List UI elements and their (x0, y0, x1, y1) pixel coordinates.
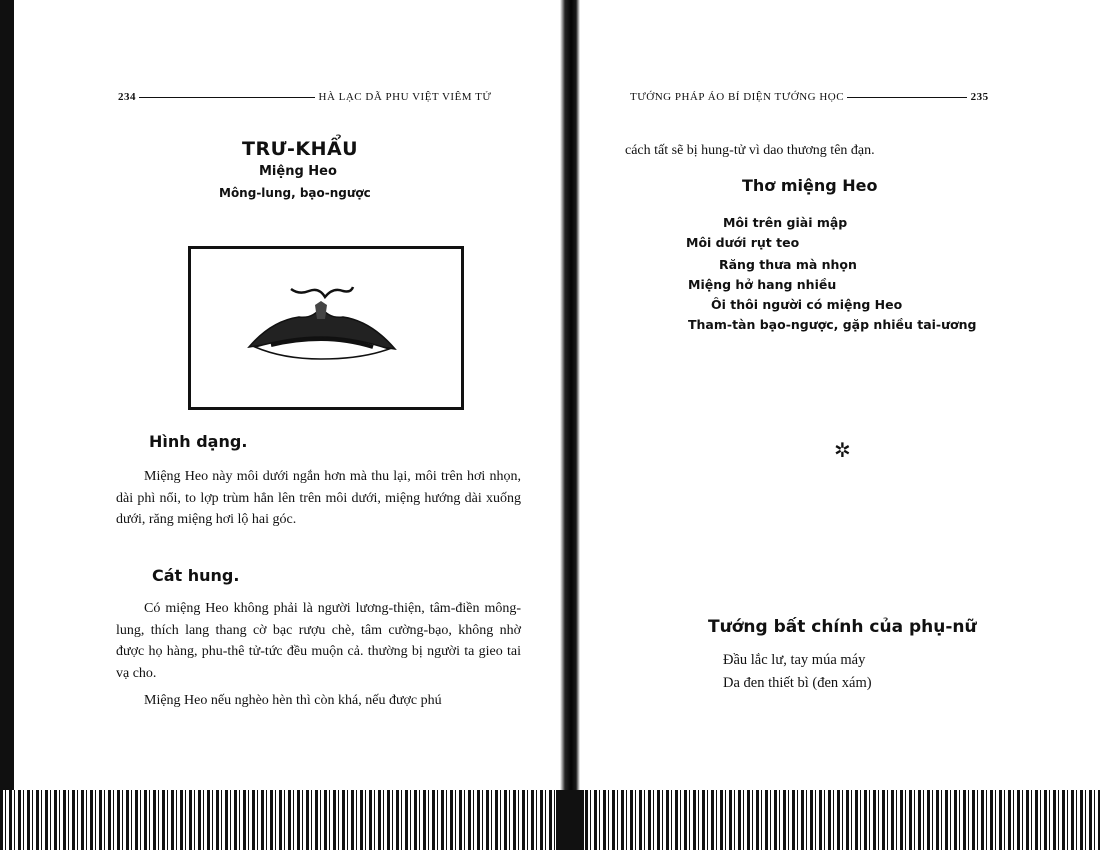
text-line: Da đen thiết bì (đen xám) (723, 675, 872, 691)
scan-barcode-strip (0, 790, 1100, 850)
section-text-fortune-content: Có miệng Heo không phải là người lương-thiện, tâm-điền mông-lung, thích lang thang cờ bạc rượu chè, tâm cường-bạo, không nhờ được họ hàng, phu-thê tử-tức đều muộn cả. thường bị người ta gieo tai vạ cho. (116, 601, 521, 681)
poem-line: Miệng hở hang nhiều (688, 277, 837, 292)
section-text-continued (116, 690, 521, 712)
poem-line: Răng thưa mà nhọn (719, 257, 857, 272)
right-running-head: TƯỚNG PHÁP ÁO BÍ DIỆN TƯỚNG HỌC (630, 91, 845, 103)
header-rule (139, 97, 315, 98)
text-line: Đầu lắc lư, tay múa máy (723, 652, 866, 668)
left-page-number: 234 (118, 91, 136, 103)
section-text-shape-content: Miệng Heo này môi dưới ngắn hơn mà thu lại, môi trên hơi nhọn, dài phì nổi, to lợp trùm hẳn lên trên môi dưới, miệng hướng dài xuống dưới, răng miệng hơi lộ hai góc. (116, 469, 521, 527)
section-text-fortune (116, 598, 521, 684)
section-heading-fortune: Cát hung. (152, 566, 240, 585)
book-gutter (560, 0, 580, 790)
section-heading-shape: Hình dạng. (149, 432, 248, 451)
scan-gutter-bottom (556, 790, 584, 850)
continued-text: cách tất sẽ bị hung-tử vì dao thương tên đạn. (625, 143, 875, 158)
page-subtitle: Miệng Heo (259, 164, 337, 179)
poem-line: Môi dưới rụt teo (686, 235, 800, 250)
pig-mouth-drawing (191, 249, 455, 401)
page-subtitle-2: Mông-lung, bạo-ngược (219, 186, 371, 200)
left-running-header (118, 91, 491, 103)
ornament-star-icon: ✲ (834, 440, 851, 462)
header-rule (847, 97, 967, 98)
right-page (580, 0, 1100, 790)
poem-line: Ôi thôi người có miệng Heo (711, 297, 903, 312)
poem-line: Môi trên giài mập (723, 215, 848, 230)
page-title: TRƯ-KHẨU (242, 138, 359, 160)
section-heading-women: Tướng bất chính của phụ-nữ (708, 617, 977, 637)
left-running-head: HÀ LẠC DÃ PHU VIỆT VIÊM TỬ (318, 91, 492, 103)
mouth-illustration (188, 246, 464, 410)
right-running-header (630, 91, 989, 103)
section-text-continued-content: Miệng Heo nếu nghèo hèn thì còn khá, nếu được phú (144, 693, 442, 708)
right-page-number: 235 (970, 91, 989, 103)
left-page (14, 0, 560, 790)
section-text-shape (116, 466, 521, 531)
poem-title: Thơ miệng Heo (742, 176, 878, 195)
poem-line: Tham-tàn bạo-ngược, gặp nhiều tai-ương (688, 317, 977, 332)
scan-edge-left (0, 0, 14, 790)
